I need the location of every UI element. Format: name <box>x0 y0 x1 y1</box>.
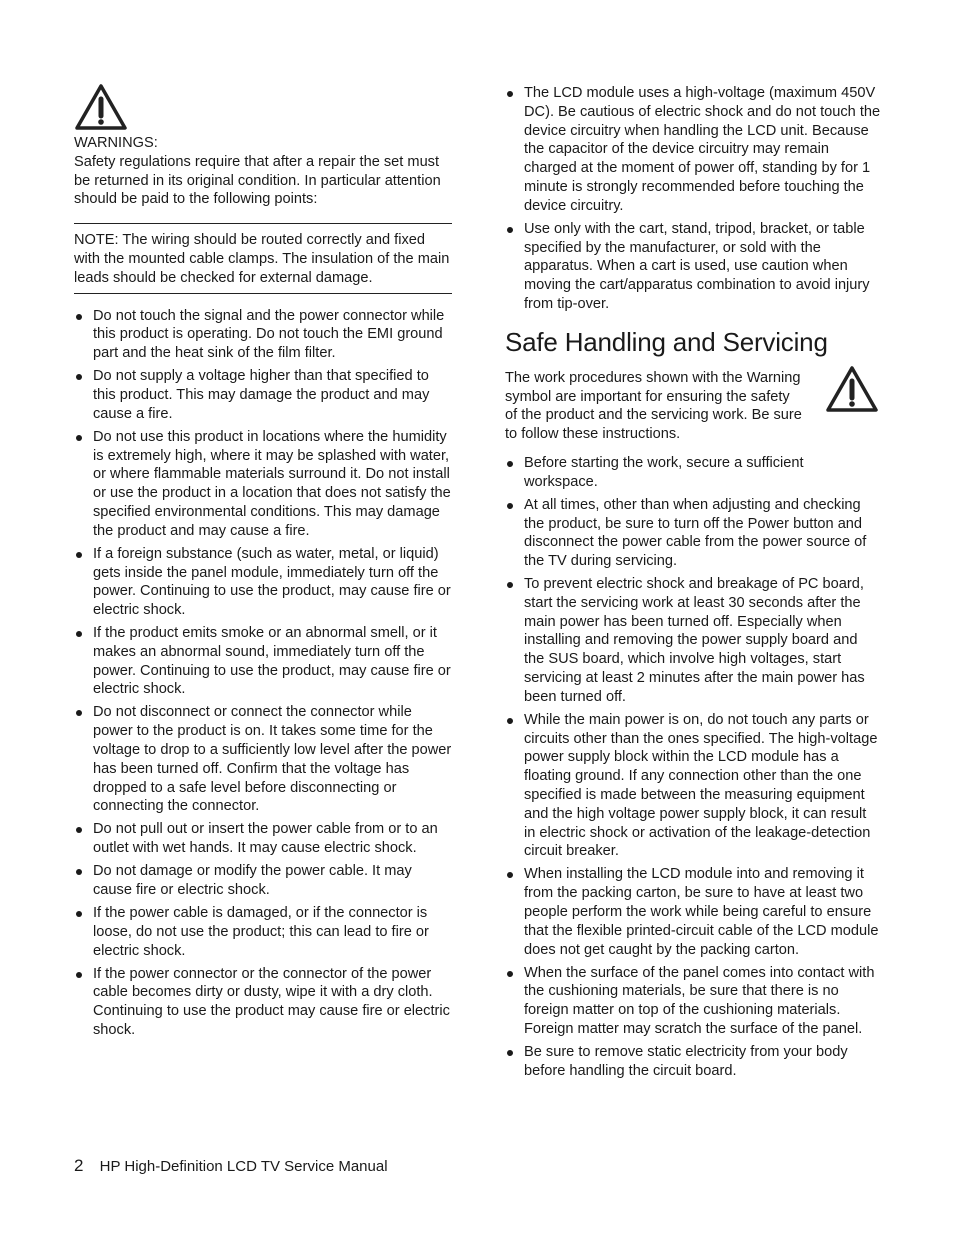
page-footer <box>74 1156 388 1177</box>
list-item: If the power connector or the connector of the power cable becomes dirty or dusty, wipe it with a dry cloth. Continuing to use the product may cause fire or electric shock. <box>74 965 452 1040</box>
note-box <box>74 223 452 293</box>
note-label: NOTE: <box>74 232 119 249</box>
right-column <box>505 84 881 1085</box>
list-item: Do not supply a voltage higher than that specified to this product. This may damage the product and may cause a fire. <box>74 367 452 423</box>
list-item: If the power cable is damaged, or if the connector is loose, do not use the product; this can lead to fire or electric shock. <box>74 904 452 960</box>
list-item: If the product emits smoke or an abnormal smell, or it makes an abnormal sound, immediately turn off the power. Continuing to use the product, may cause fire or electric shock. <box>74 624 452 699</box>
list-item: To prevent electric shock and breakage of PC board, start the servicing work at least 30 seconds after the main power has been turned off. Especially when installing and removing the power supply board and the SUS board, which involve high voltages, start servicing at least 2 minutes after the main power has been turned off. <box>505 575 881 707</box>
list-item: Be sure to remove static electricity from your body before handling the circuit board. <box>505 1043 881 1081</box>
list-item: Do not disconnect or connect the connector while power to the product is on. It takes some time for the voltage to drop to a sufficiently low level after the power has been turned off. Confirm that the voltage has dropped to a safe level before disconnecting or connecting the connector. <box>74 703 452 816</box>
section-bullet-list <box>505 454 881 1081</box>
list-item: Before starting the work, secure a sufficient workspace. <box>505 454 881 492</box>
warning-triangle-icon <box>825 364 879 414</box>
footer-title: HP High-Definition LCD TV Service Manual <box>99 1158 388 1175</box>
list-item: Do not damage or modify the power cable. It may cause fire or electric shock. <box>74 862 452 900</box>
section-heading: Safe Handling and Servicing <box>505 326 828 357</box>
list-item: The LCD module uses a high-voltage (maximum 450V DC). Be cautious of electric shock and do not touch the device circuitry when handling the LCD unit. Because the capacitor of the device circuitry may remain charged at the moment of power off, standing by for 1 minute is strongly recommended before touching the device circuitry. <box>505 84 881 216</box>
warnings-heading: WARNINGS: <box>74 135 158 151</box>
list-item: While the main power is on, do not touch any parts or circuits other than the ones specified. The high-voltage power supply block within the LCD module has a floating ground. If any connection other than the one specified is made between the measuring equipment and the high voltage power supply block, it can result in electric shock or activation of the leakage-detection circuit breaker. <box>505 711 881 861</box>
list-item: Use only with the cart, stand, tripod, bracket, or table specified by the manufacturer, or sold with the apparatus. When a cart is used, use caution when moving the cart/apparatus combination to avoid injury from tip-over. <box>505 220 881 314</box>
list-item: If a foreign substance (such as water, metal, or liquid) gets inside the panel module, immediately turn off the power. Continuing to use the product, may cause fire or electric shock. <box>74 545 452 620</box>
page-number: 2 <box>74 1156 84 1175</box>
list-item: When the surface of the panel comes into contact with the cushioning materials, be sure that there is no foreign matter on top of the cushioning materials. Foreign matter may scratch the surface of the panel. <box>505 964 881 1039</box>
list-item: Do not touch the signal and the power connector while this product is operating. Do not touch the EMI ground part and the heat sink of the film filter. <box>74 307 452 363</box>
list-item: Do not use this product in locations where the humidity is extremely high, where it may be splashed with water, or where flammable materials surround it. Do not install or use the product in a location that does not satisfy the specified environmental conditions. This may damage the product and may cause a fire. <box>74 428 452 541</box>
section-intro <box>505 369 881 444</box>
left-bullet-list <box>74 307 452 1040</box>
section-intro-text: The work procedures shown with the Warning symbol are important for ensuring the safety of the product and the servicing work. Be sure to follow these instructions. <box>505 369 802 443</box>
list-item: Do not pull out or insert the power cable from or to an outlet with wet hands. It may cause electric shock. <box>74 820 452 858</box>
warning-triangle-icon <box>74 82 128 132</box>
list-item: When installing the LCD module into and removing it from the packing carton, be sure to have at least two people perform the work while being careful to ensure that the flexible printed-circuit cable of the LCD module does not get caught by the packing carton. <box>505 865 881 959</box>
list-item: At all times, other than when adjusting and checking the product, be sure to turn off the Power button and disconnect the power cable from the power source of the TV during servicing. <box>505 496 881 571</box>
left-column <box>74 82 452 1044</box>
note-text: The wiring should be routed correctly and fixed with the mounted cable clamps. The insulation of the main leads should be checked for external damage. <box>74 232 450 286</box>
right-top-bullet-list <box>505 84 881 314</box>
warnings-intro: Safety regulations require that after a repair the set must be returned in its original condition. In particular attention should be paid to the following points: <box>74 153 441 208</box>
